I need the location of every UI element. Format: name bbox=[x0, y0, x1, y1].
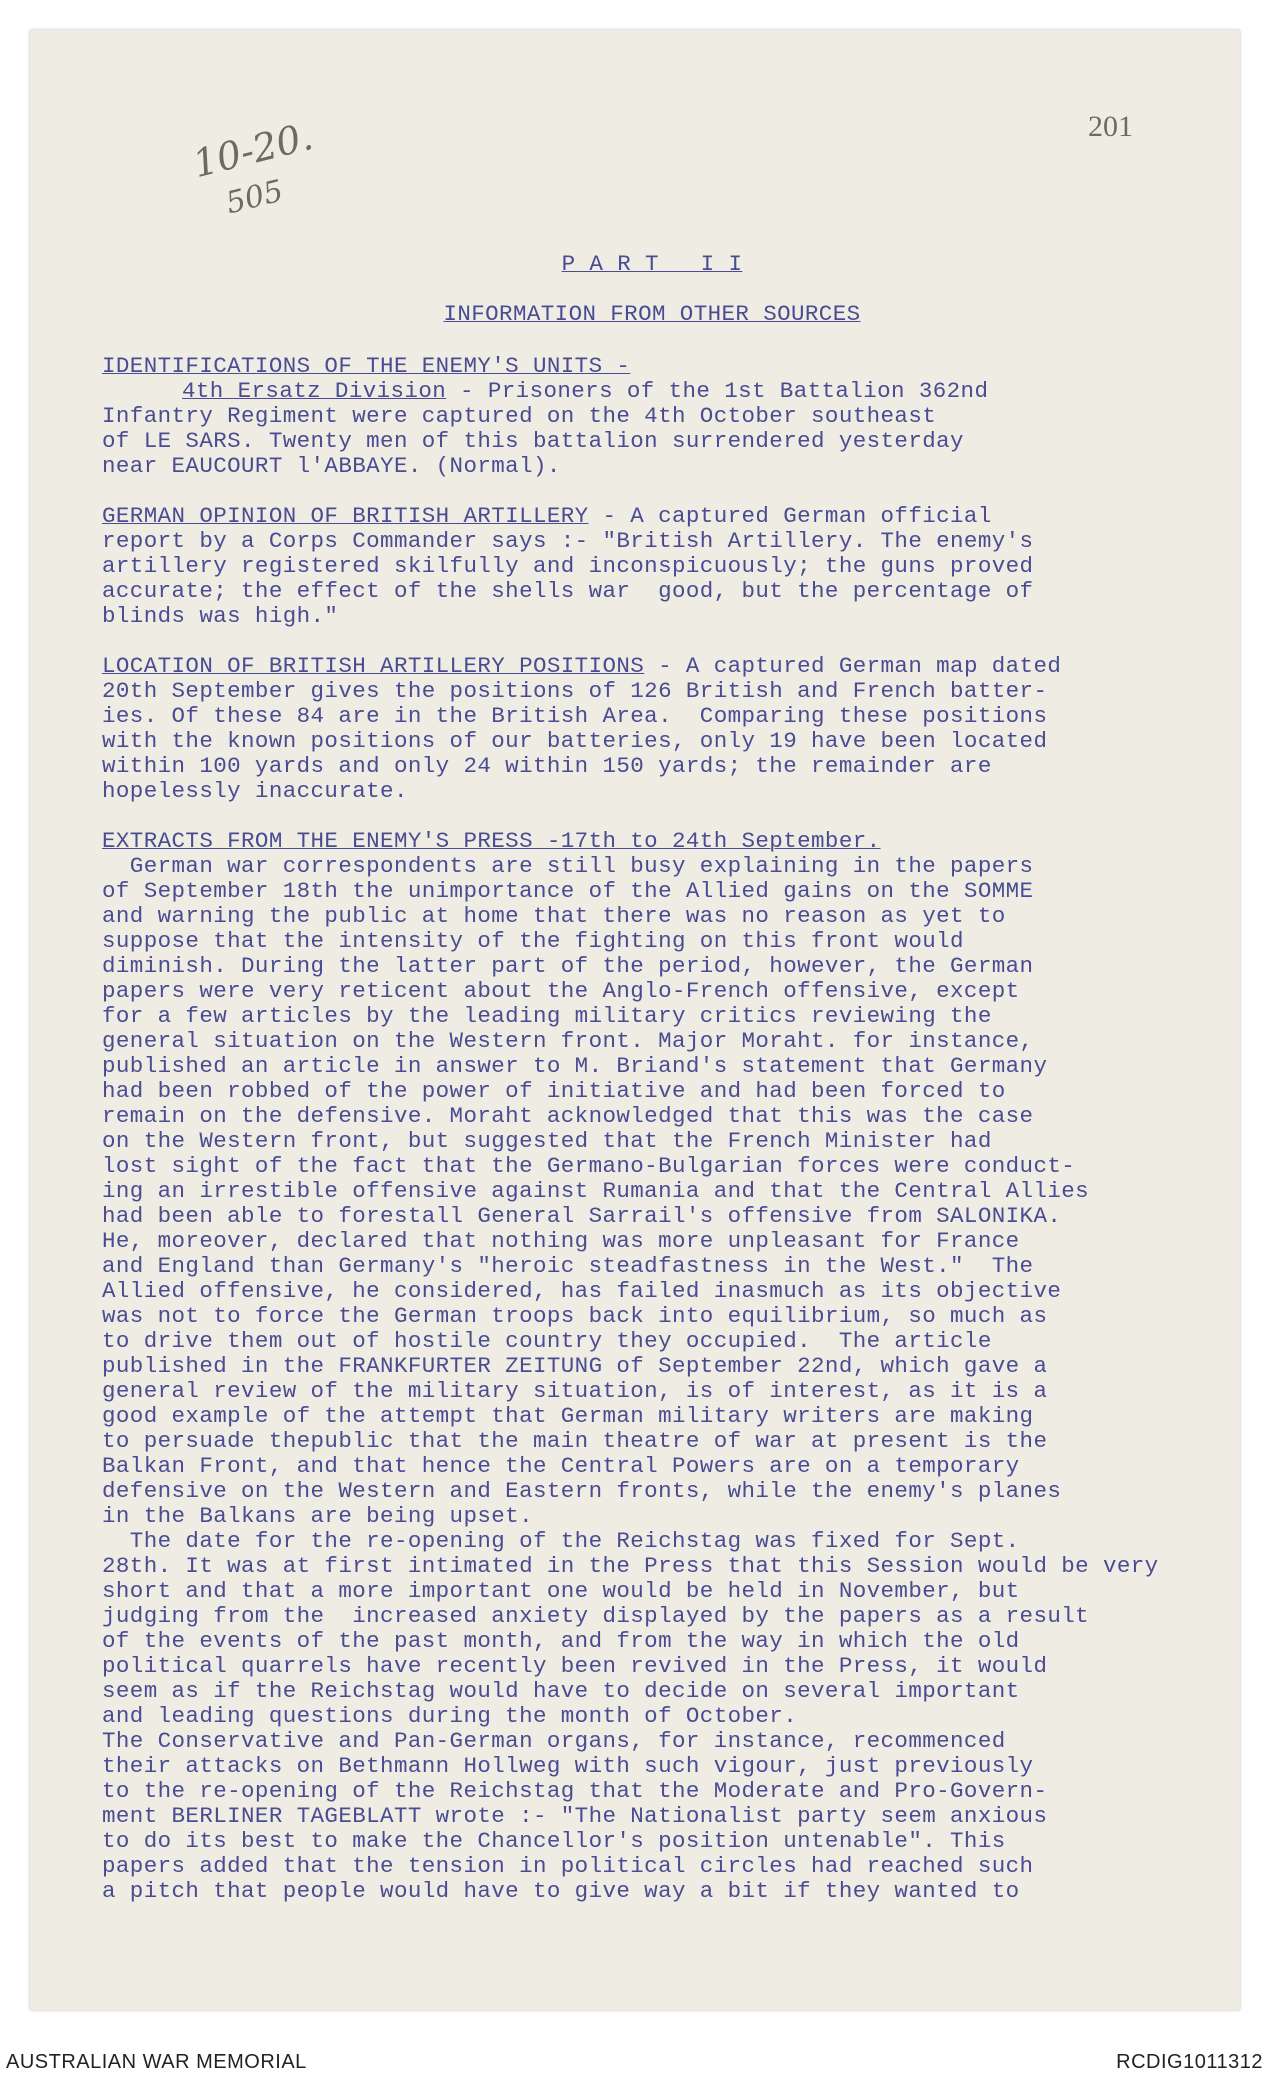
extracts-heading: EXTRACTS FROM THE ENEMY'S PRESS -17th to 24th September. bbox=[102, 828, 881, 854]
extracts-line: to do its best to make the Chancellor's position untenable". This bbox=[102, 1828, 1006, 1854]
extracts-line: had been robbed of the power of initiative and had been forced to bbox=[102, 1078, 1006, 1104]
extracts-line: lost sight of the fact that the Germano-Bulgarian forces were conduct- bbox=[102, 1153, 1076, 1179]
extracts-line: and leading questions during the month of October. bbox=[102, 1703, 798, 1729]
location-line: within 100 yards and only 24 within 150 yards; the remainder are bbox=[102, 753, 992, 779]
identifications-heading: IDENTIFICATIONS OF THE ENEMY'S UNITS - bbox=[102, 353, 631, 379]
extracts-line: published an article in answer to M. Briand's statement that Germany bbox=[102, 1053, 1048, 1079]
extracts-line: remain on the defensive. Moraht acknowledged that this was the case bbox=[102, 1103, 1034, 1129]
opinion-heading: GERMAN OPINION OF BRITISH ARTILLERY bbox=[102, 503, 589, 529]
extracts-line: papers were very reticent about the Anglo-French offensive, except bbox=[102, 978, 1020, 1004]
extracts-line: of the events of the past month, and from the way in which the old bbox=[102, 1628, 1020, 1654]
extracts-line: was not to force the German troops back into equilibrium, so much as bbox=[102, 1303, 1048, 1329]
extracts-line: and warning the public at home that there was no reason as yet to bbox=[102, 903, 1006, 929]
opinion-line: report by a Corps Commander says :- "British Artillery. The enemy's bbox=[102, 528, 1034, 554]
unit-name: 4th Ersatz Division bbox=[182, 378, 447, 404]
extracts-line: defensive on the Western and Eastern fronts, while the enemy's planes bbox=[102, 1478, 1062, 1504]
part-heading: P A R T I I bbox=[561, 251, 743, 277]
extracts-line: political quarrels have recently been revived in the Press, it would bbox=[102, 1653, 1048, 1679]
extracts-line: seem as if the Reichstag would have to decide on several important bbox=[102, 1678, 1020, 1704]
opinion-line: GERMAN OPINION OF BRITISH ARTILLERY - A captured German official bbox=[102, 503, 992, 529]
extracts-line: diminish. During the latter part of the period, however, the German bbox=[102, 953, 1034, 979]
extracts-line: general situation on the Western front. Major Moraht. for instance, bbox=[102, 1028, 1034, 1054]
extracts-line: to persuade thepublic that the main theatre of war at present is the bbox=[102, 1428, 1048, 1454]
extracts-line: Allied offensive, he considered, has failed inasmuch as its objective bbox=[102, 1278, 1062, 1304]
extracts-line: short and that a more important one would be held in November, but bbox=[102, 1578, 1020, 1604]
location-heading: LOCATION OF BRITISH ARTILLERY POSITIONS bbox=[102, 653, 645, 679]
extracts-line: their attacks on Bethmann Hollweg with such vigour, just previously bbox=[102, 1753, 1034, 1779]
extracts-line: good example of the attempt that German military writers are making bbox=[102, 1403, 1034, 1429]
extracts-line: a pitch that people would have to give way a bit if they wanted to bbox=[102, 1878, 1020, 1904]
extracts-line: for a few articles by the leading military critics reviewing the bbox=[102, 1003, 992, 1029]
location-line: LOCATION OF BRITISH ARTILLERY POSITIONS - A captured German map dated bbox=[102, 653, 1062, 679]
document-sheet bbox=[30, 30, 1240, 2010]
extracts-line: of September 18th the unimportance of the Allied gains on the SOMME bbox=[102, 878, 1034, 904]
extracts-line: to the re-opening of the Reichstag that the Moderate and Pro-Govern- bbox=[102, 1778, 1048, 1804]
identifications-line: of LE SARS. Twenty men of this battalion surrendered yesterday bbox=[102, 428, 964, 454]
extracts-line: He, moreover, declared that nothing was more unpleasant for France bbox=[102, 1228, 1020, 1254]
location-line: 20th September gives the positions of 126 British and French batter- bbox=[102, 678, 1048, 704]
opinion-line: blinds was high." bbox=[102, 603, 339, 629]
extracts-line: published in the FRANKFURTER ZEITUNG of September 22nd, which gave a bbox=[102, 1353, 1048, 1379]
location-line: ies. Of these 84 are in the British Area. Comparing these positions bbox=[102, 703, 1048, 729]
location-line: hopelessly inaccurate. bbox=[102, 778, 408, 804]
opinion-line: artillery registered skilfully and inconspicuously; the guns proved bbox=[102, 553, 1034, 579]
extracts-line: suppose that the intensity of the fighting on this front would bbox=[102, 928, 964, 954]
extracts-line: general review of the military situation, is of interest, as it is a bbox=[102, 1378, 1048, 1404]
extracts-line: to drive them out of hostile country they occupied. The article bbox=[102, 1328, 992, 1354]
extracts-line: German war correspondents are still busy explaining in the papers bbox=[102, 853, 1034, 879]
identifications-line: 4th Ersatz Division - Prisoners of the 1st Battalion 362nd bbox=[182, 378, 989, 404]
extracts-line: papers added that the tension in political circles had reached such bbox=[102, 1853, 1034, 1879]
section-title: INFORMATION FROM OTHER SOURCES bbox=[443, 301, 861, 327]
pencil-reference: 10-20. bbox=[188, 113, 318, 187]
extracts-line: ment BERLINER TAGEBLATT wrote :- "The Nationalist party seem anxious bbox=[102, 1803, 1048, 1829]
identifications-line: near EAUCOURT l'ABBAYE. (Normal). bbox=[102, 453, 561, 479]
pencil-reference-number: 505 bbox=[222, 173, 287, 222]
footer-record-id: RCDIG1011312 bbox=[1116, 2051, 1263, 2073]
extracts-line: in the Balkans are being upset. bbox=[102, 1503, 533, 1529]
extracts-line: The Conservative and Pan-German organs, for instance, recommenced bbox=[102, 1728, 1006, 1754]
extracts-line: had been able to forestall General Sarrail's offensive from SALONIKA. bbox=[102, 1203, 1062, 1229]
footer-archive-name: AUSTRALIAN WAR MEMORIAL bbox=[6, 2051, 307, 2073]
extracts-line: Balkan Front, and that hence the Central Powers are on a temporary bbox=[102, 1453, 1020, 1479]
extracts-line: on the Western front, but suggested that the French Minister had bbox=[102, 1128, 992, 1154]
page-number: 201 bbox=[1088, 110, 1133, 143]
extracts-line: 28th. It was at first intimated in the Press that this Session would be very bbox=[102, 1553, 1159, 1579]
extracts-line: judging from the increased anxiety displayed by the papers as a result bbox=[102, 1603, 1090, 1629]
extracts-line: and England than Germany's "heroic steadfastness in the West." The bbox=[102, 1253, 1034, 1279]
opinion-line: accurate; the effect of the shells war good, but the percentage of bbox=[102, 578, 1034, 604]
location-line: with the known positions of our batteries, only 19 have been located bbox=[102, 728, 1048, 754]
extracts-line: ing an irrestible offensive against Rumania and that the Central Allies bbox=[102, 1178, 1090, 1204]
extracts-line: The date for the re-opening of the Reichstag was fixed for Sept. bbox=[102, 1528, 1020, 1554]
identifications-line: Infantry Regiment were captured on the 4th October southeast bbox=[102, 403, 937, 429]
